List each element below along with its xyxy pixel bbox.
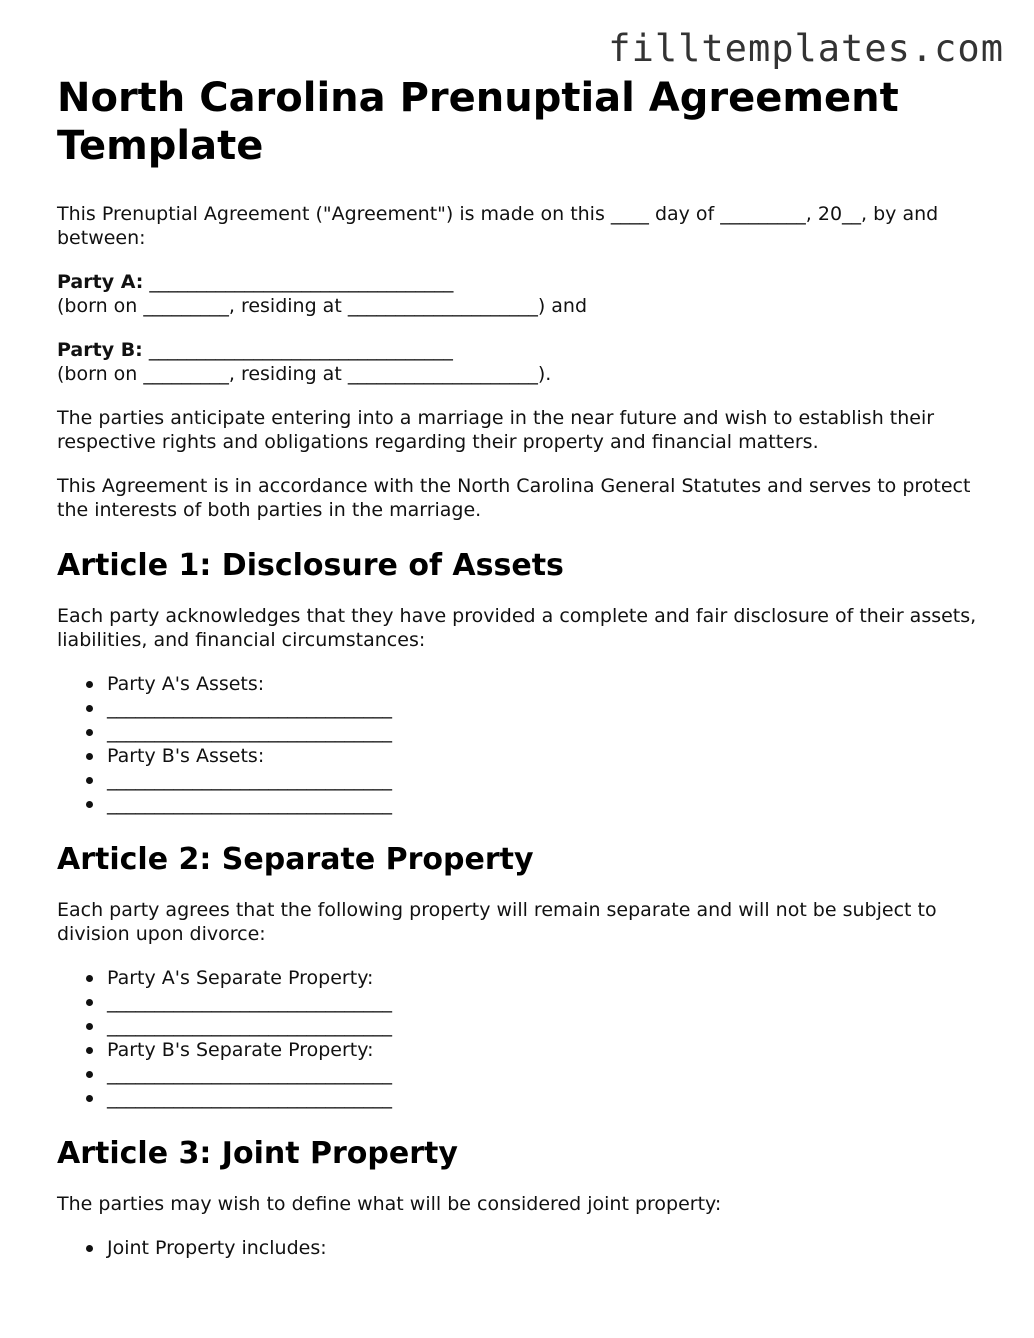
document-page: [57, 74, 987, 1280]
article-3-heading: Article 3: Joint Property: [57, 1136, 458, 1171]
article-2-text: Each party agrees that the following property will remain separate and will not be subject to division upon divorce:: [57, 899, 937, 945]
party-a-label: Party A:: [57, 271, 144, 293]
document-title: North Carolina Prenuptial Agreement Template: [57, 75, 899, 169]
watermark: filltemplates.com: [608, 27, 1004, 70]
article-2-heading: Article 2: Separate Property: [57, 842, 534, 877]
list-item: Party B's Assets:: [107, 744, 987, 768]
statute-paragraph: This Agreement is in accordance with the North Carolina General Statutes and serves to protect the interests of both parties in the marriage.: [57, 475, 971, 521]
party-b-label: Party B:: [57, 339, 143, 361]
party-a-name-line: ________________________________: [143, 271, 454, 293]
party-a-block: [57, 270, 987, 318]
party-b-block: [57, 338, 987, 386]
list-item: ______________________________: [107, 696, 987, 720]
article-1-heading: Article 1: Disclosure of Assets: [57, 548, 564, 583]
list-item: Party B's Separate Property:: [107, 1038, 987, 1062]
list-item: ______________________________: [107, 1086, 987, 1110]
list-item: Joint Property includes:: [107, 1236, 987, 1260]
party-a-details: (born on _________, residing at ____________________) and: [57, 295, 588, 317]
party-b-details: (born on _________, residing at ____________________).: [57, 363, 552, 385]
list-item: ______________________________: [107, 720, 987, 744]
list-item: ______________________________: [107, 1062, 987, 1086]
article-1-list: [57, 672, 987, 816]
intro-paragraph: This Prenuptial Agreement ("Agreement") is made on this ____ day of _________, 20__, by and between:: [57, 203, 939, 249]
list-item: Party A's Assets:: [107, 672, 987, 696]
list-item: ______________________________: [107, 1014, 987, 1038]
list-item: ______________________________: [107, 990, 987, 1014]
article-2-list: [57, 966, 987, 1110]
list-item: Party A's Separate Property:: [107, 966, 987, 990]
purpose-paragraph: The parties anticipate entering into a marriage in the near future and wish to establish their respective rights and obligations regarding their property and financial matters.: [57, 407, 935, 453]
list-item: ______________________________: [107, 768, 987, 792]
party-b-name-line: ________________________________: [142, 339, 453, 361]
article-3-list: [57, 1236, 987, 1260]
list-item: ______________________________: [107, 792, 987, 816]
article-1-text: Each party acknowledges that they have provided a complete and fair disclosure of their assets, liabilities, and financial circumstances:: [57, 605, 977, 651]
article-3-text: The parties may wish to define what will be considered joint property:: [57, 1193, 722, 1215]
